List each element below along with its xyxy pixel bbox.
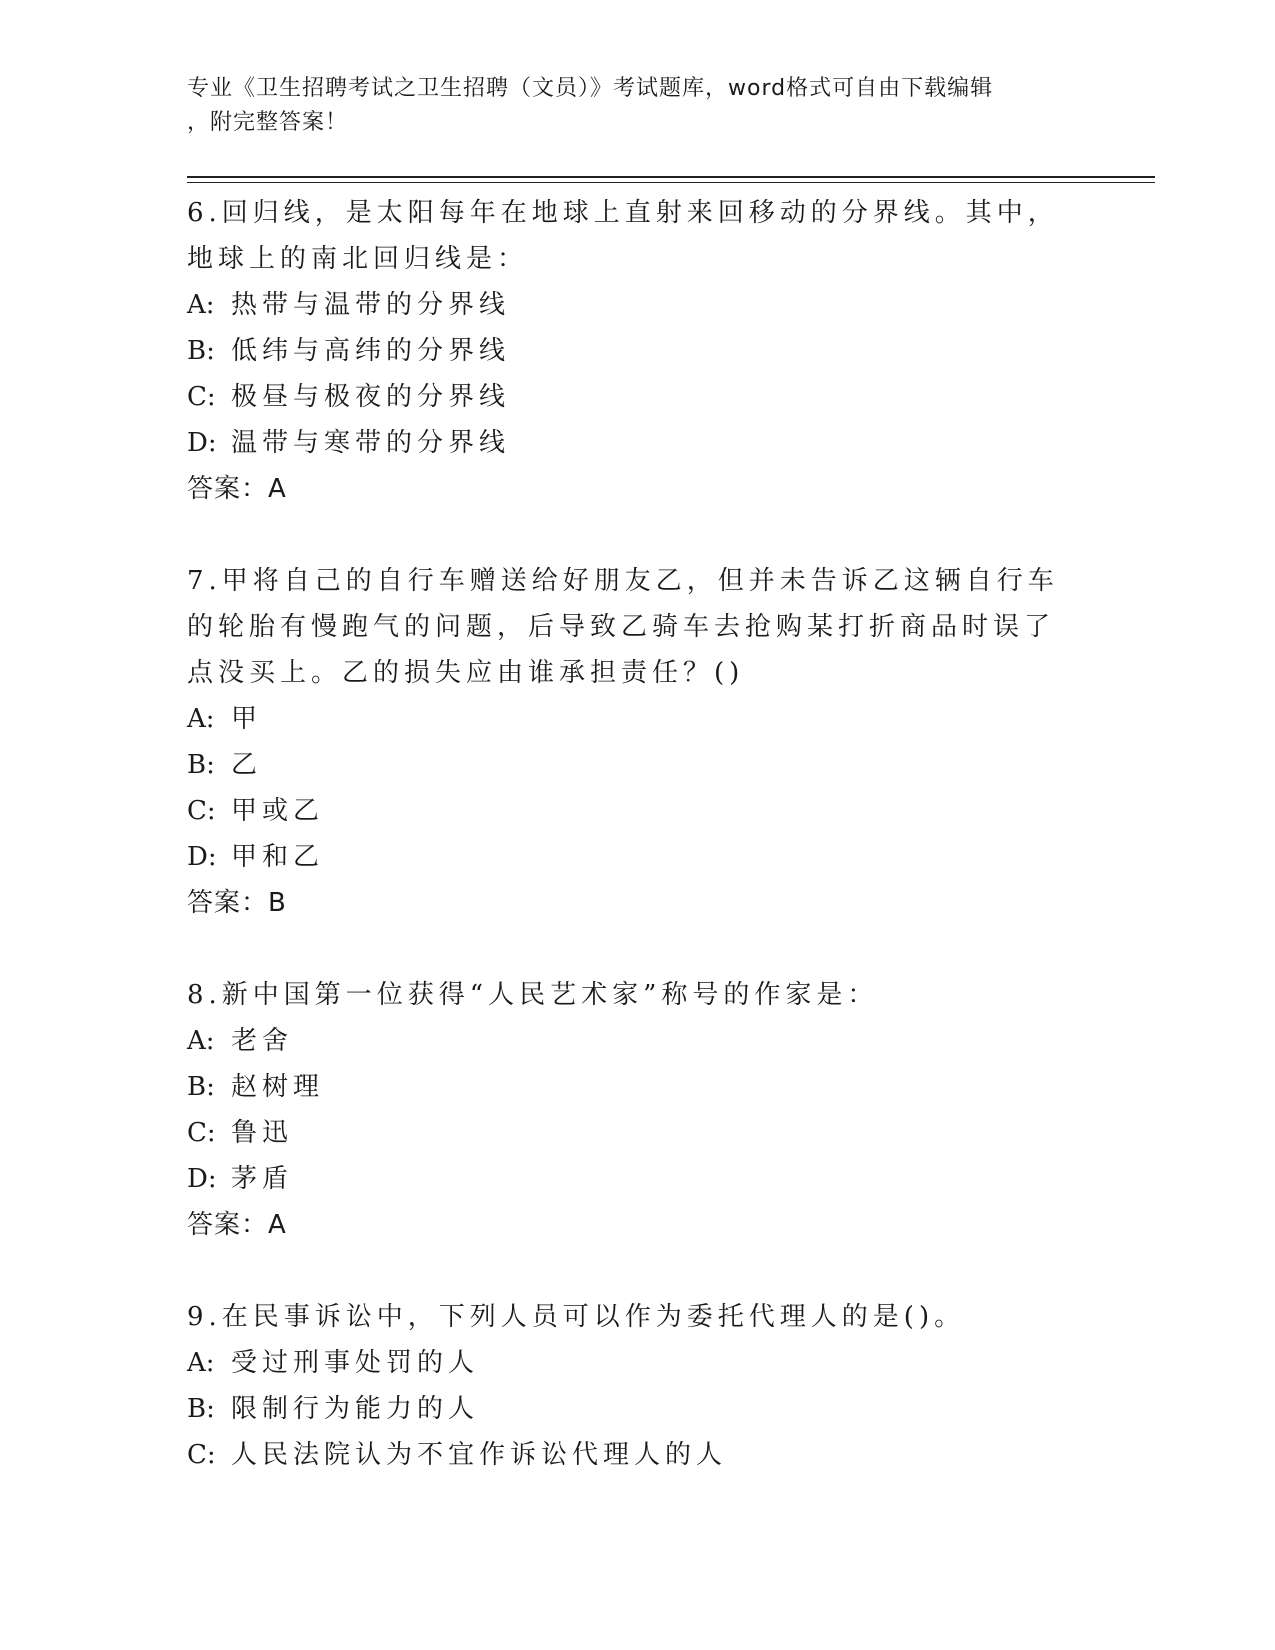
question-stem: 7.甲将自己的自行车赠送给好朋友乙，但并未告诉乙这辆自行车的轮胎有慢跑气的问题，后导致乙骑车去抢购某打折商品时误了点没买上。乙的损失应由谁承担责任？(): [187, 566, 1059, 688]
option-text: 热带与温带的分界线: [231, 290, 511, 320]
option-letter: B:: [187, 750, 215, 780]
option-a: [187, 1018, 1067, 1064]
option-text: 甲和乙: [231, 842, 325, 872]
question-stem: 6.回归线，是太阳每年在地球上直射来回移动的分界线。其中，地球上的南北回归线是：: [187, 198, 1059, 274]
option-text: 甲或乙: [231, 796, 325, 826]
option-d: [187, 834, 1067, 880]
option-text: 限制行为能力的人: [231, 1394, 480, 1424]
option-text: 老舍: [231, 1026, 294, 1056]
answer-line: 答案：A: [187, 1210, 287, 1240]
option-letter: D:: [187, 842, 217, 872]
document-header: [187, 72, 1067, 140]
answer-line: 答案：A: [187, 474, 287, 504]
header-line-1: 专业《卫生招聘考试之卫生招聘（文员）》考试题库，word格式可自由下载编辑: [187, 76, 994, 101]
option-b: [187, 1386, 1067, 1432]
option-text: 鲁迅: [231, 1118, 294, 1148]
question-stem: 9.在民事诉讼中，下列人员可以作为委托代理人的是()。: [187, 1302, 966, 1332]
option-letter: C:: [187, 1440, 216, 1470]
option-b: [187, 742, 1067, 788]
option-letter: C:: [187, 796, 216, 826]
option-letter: B:: [187, 1394, 215, 1424]
option-letter: A:: [187, 704, 215, 734]
option-a: [187, 282, 1067, 328]
option-letter: A:: [187, 1348, 215, 1378]
question-9: [187, 1294, 1067, 1478]
option-text: 乙: [231, 750, 263, 780]
question-7: [187, 558, 1067, 926]
option-text: 茅盾: [231, 1164, 294, 1194]
option-c: [187, 1110, 1067, 1156]
option-letter: A:: [187, 290, 215, 320]
option-text: 温带与寒带的分界线: [231, 428, 511, 458]
option-letter: D:: [187, 428, 217, 458]
option-c: [187, 374, 1067, 420]
option-c: [187, 788, 1067, 834]
option-letter: C:: [187, 1118, 216, 1148]
option-letter: C:: [187, 382, 216, 412]
option-text: 甲: [231, 704, 263, 734]
option-a: [187, 696, 1067, 742]
header-divider-thin: [187, 182, 1155, 183]
option-d: [187, 420, 1067, 466]
question-stem: 8.新中国第一位获得“人民艺术家”称号的作家是：: [187, 980, 879, 1010]
option-a: [187, 1340, 1067, 1386]
option-d: [187, 1156, 1067, 1202]
answer-line: 答案：B: [187, 888, 287, 918]
option-b: [187, 1064, 1067, 1110]
option-text: 低纬与高纬的分界线: [231, 336, 511, 366]
option-b: [187, 328, 1067, 374]
option-c: [187, 1432, 1067, 1478]
option-letter: D:: [187, 1164, 217, 1194]
option-text: 受过刑事处罚的人: [231, 1348, 480, 1378]
question-8: [187, 972, 1067, 1248]
option-letter: B:: [187, 1072, 215, 1102]
question-6: [187, 190, 1067, 512]
header-line-2: ，附完整答案！: [187, 110, 349, 135]
option-letter: A:: [187, 1026, 215, 1056]
option-letter: B:: [187, 336, 215, 366]
option-text: 人民法院认为不宜作诉讼代理人的人: [231, 1440, 728, 1470]
header-divider-thick: [187, 176, 1155, 178]
option-text: 赵树理: [231, 1072, 325, 1102]
option-text: 极昼与极夜的分界线: [231, 382, 511, 412]
